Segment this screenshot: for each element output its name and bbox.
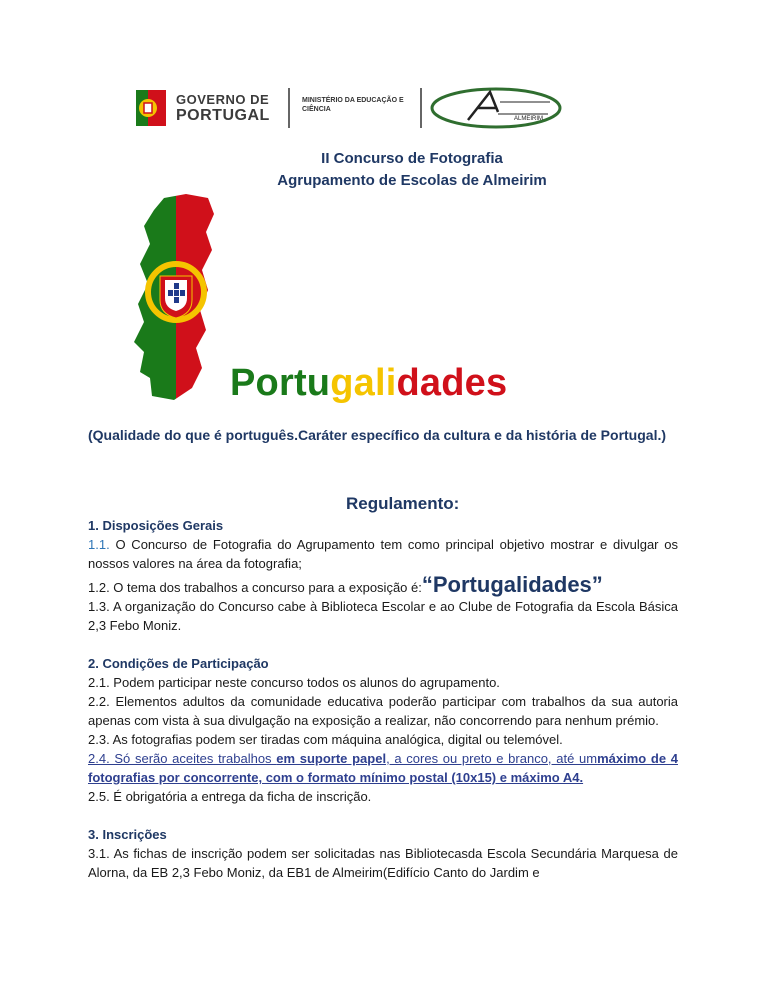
- item-text: 2.4. Só serão aceites trabalhos: [88, 751, 277, 766]
- regulamento-heading: Regulamento:: [346, 494, 460, 513]
- almeirim-logo-text: ALMEIRIM: [514, 116, 544, 122]
- item-text: O Concurso de Fotografia do Agrupamento tem como principal objetivo mostrar e divulgar os nossos valores na área da fotografia;: [88, 537, 678, 571]
- school-group-title: Agrupamento de Escolas de Almeirim: [277, 172, 547, 189]
- paragraph-1-2: [88, 572, 678, 597]
- paragraph-1-3: 1.3. A organização do Concurso cabe à Biblioteca Escolar e ao Clube de Fotografia da Escola Básica 2,3 Febo Moniz.: [88, 599, 678, 633]
- paragraph-2-1: 2.1. Podem participar neste concurso todos os alunos do agrupamento.: [88, 675, 500, 690]
- theme-definition: (Qualidade do que é português.Caráter específico da cultura e da história de Portugal.): [88, 427, 667, 443]
- spacer: [88, 635, 678, 654]
- item-text-bold: máximo de 4 fotografias por concorrente, com o formato mínimo postal (10x15) e máximo A4.: [88, 751, 678, 785]
- theme-part-green: Portu: [230, 362, 331, 404]
- agrupamento-almeirim-logo: [428, 86, 564, 130]
- item-text: , a cores ou preto e branco, até um: [386, 751, 598, 766]
- portugal-flag-map-image: [130, 192, 230, 404]
- item-text: 1.2. O tema dos trabalhos a concurso para a exposição é:: [88, 580, 422, 595]
- paragraph-2-5: 2.5. É obrigatória a entrega da ficha de inscrição.: [88, 789, 372, 804]
- theme-title: [230, 362, 507, 405]
- paragraph-1-1: [88, 535, 678, 573]
- theme-part-yellow: gali: [330, 362, 397, 404]
- header-logos: [136, 84, 566, 132]
- gov-line1: GOVERNO DE: [176, 92, 270, 107]
- section-heading: 1. Disposições Gerais: [88, 518, 224, 533]
- item-text-bold: em suporte papel: [276, 751, 387, 766]
- gov-line2: PORTUGAL: [176, 107, 270, 124]
- item-number: 1.1.: [88, 537, 110, 552]
- regulation-body: [88, 516, 678, 882]
- logo-divider: [420, 88, 422, 128]
- logo-divider: [288, 88, 290, 128]
- paragraph-2-4: [88, 749, 678, 787]
- paragraph-3-1: 3.1. As fichas de inscrição podem ser solicitadas nas Bibliotecasda Escola Secundária Marquesa de Alorna, da EB 2,3 Febo Moniz, da EB1 de Almeirim(Edifício Canto do Jardim e: [88, 846, 678, 880]
- section-heading: 3. Inscrições: [88, 827, 167, 842]
- theme-part-red: dades: [396, 362, 508, 404]
- ministry-label: MINISTÉRIO DA EDUCAÇÃO E CIÊNCIA: [302, 97, 404, 113]
- section-heading: 2. Condições de Participação: [88, 656, 269, 671]
- spacer: [88, 806, 678, 825]
- contest-title: II Concurso de Fotografia: [321, 150, 503, 167]
- paragraph-2-3: 2.3. As fotografias podem ser tiradas com máquina analógica, digital ou telemóvel.: [88, 732, 563, 747]
- governo-portugal-logo: [136, 88, 286, 128]
- theme-quote: “Portugalidades”: [421, 572, 603, 597]
- paragraph-2-2: 2.2. Elementos adultos da comunidade educativa poderão participar com trabalhos da sua autoria apenas com vista à sua divulgação na exposição a realizar, não concorrendo para nenhum prémio.: [88, 694, 678, 728]
- portugal-emblem-icon: [136, 90, 166, 126]
